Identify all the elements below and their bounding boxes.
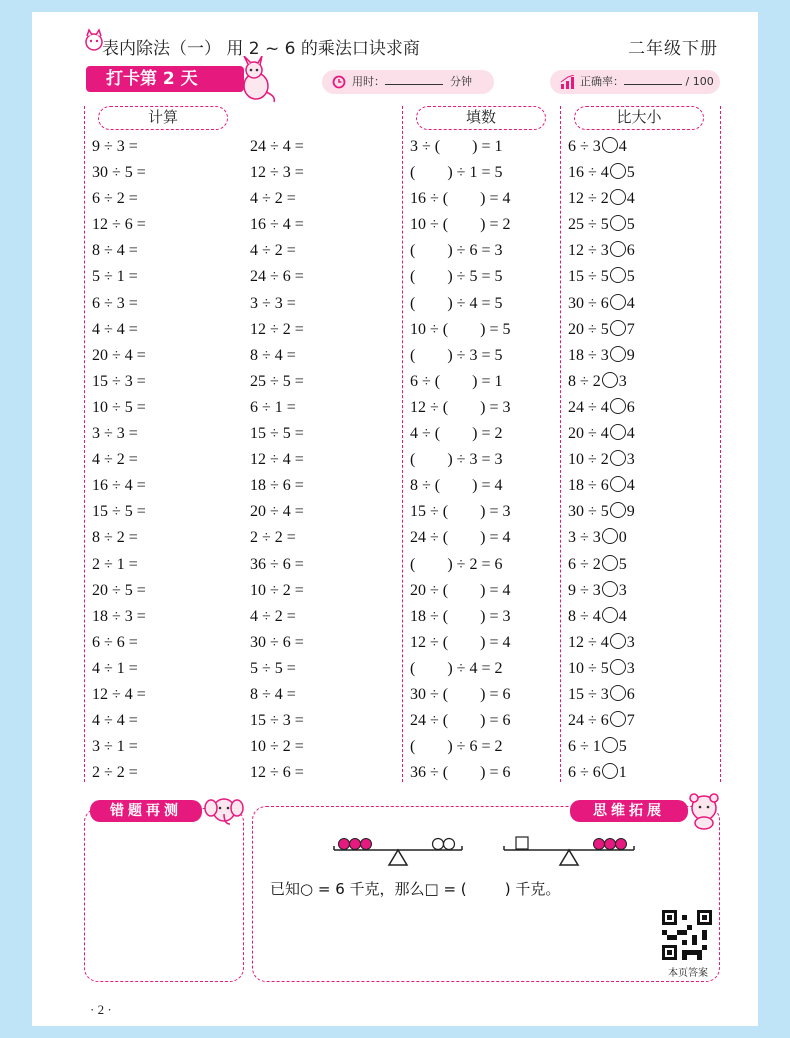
compare-problem (568, 499, 718, 525)
compare-right: 4 (626, 190, 635, 208)
column-divider (84, 106, 85, 782)
compare-circle-blank[interactable] (610, 476, 626, 492)
fill-blank-problem[interactable]: 10 ÷ ( ) = 2 (410, 216, 511, 234)
calc-problem[interactable]: 2 ÷ 2 = (250, 529, 296, 547)
calc-problem[interactable]: 6 ÷ 6 = (92, 633, 138, 651)
compare-circle-blank[interactable] (610, 267, 626, 283)
page-number: · 2 · (90, 1002, 112, 1017)
compare-left: 8 ÷ 4 (568, 607, 601, 625)
compare-left: 3 ÷ 3 (568, 529, 601, 547)
compare-right: 6 (626, 398, 635, 416)
compare-right: 5 (618, 555, 627, 573)
compare-problem (568, 708, 718, 734)
compare-circle-blank[interactable] (602, 137, 618, 153)
compare-problem (568, 604, 718, 630)
fill-blank-problem[interactable]: 24 ÷ ( ) = 4 (410, 529, 511, 547)
compare-problem (568, 525, 718, 551)
calc-problem[interactable]: 24 ÷ 4 = (250, 138, 304, 155)
compare-problem (568, 578, 718, 604)
compare-circle-blank[interactable] (610, 450, 626, 466)
compare-problem (568, 264, 718, 290)
calc-problem[interactable]: 20 ÷ 4 = (92, 346, 146, 364)
fill-blank-problem[interactable]: 16 ÷ ( ) = 4 (410, 190, 511, 208)
compare-left: 12 ÷ 3 (568, 242, 609, 260)
section-head-compare: 比大小 (574, 106, 704, 130)
fill-blank-problem[interactable]: 30 ÷ ( ) = 6 (410, 685, 511, 703)
compare-right: 4 (626, 477, 635, 495)
compare-left: 18 ÷ 3 (568, 346, 609, 364)
bear-mascot-icon (686, 790, 722, 830)
compare-left: 20 ÷ 5 (568, 320, 609, 338)
fill-blank-problem[interactable]: 36 ÷ ( ) = 6 (410, 764, 511, 782)
bar-chart-icon (560, 75, 576, 89)
calc-problem[interactable]: 4 ÷ 4 = (92, 320, 138, 338)
compare-right: 4 (618, 138, 627, 155)
calc-problem[interactable]: 5 ÷ 1 = (92, 268, 138, 286)
calc-column-1 (92, 134, 232, 786)
calc-problem[interactable]: 3 ÷ 1 = (92, 738, 138, 756)
compare-problem (568, 447, 718, 473)
fill-blank-problem[interactable]: 24 ÷ ( ) = 6 (410, 712, 511, 730)
compare-circle-blank[interactable] (610, 346, 626, 362)
calc-problem[interactable]: 20 ÷ 4 = (250, 503, 304, 521)
compare-left: 18 ÷ 6 (568, 477, 609, 495)
column-divider (402, 106, 403, 782)
fill-blank-problem[interactable]: 10 ÷ ( ) = 5 (410, 320, 511, 338)
calc-problem[interactable]: 2 ÷ 2 = (92, 764, 138, 782)
compare-circle-blank[interactable] (610, 189, 626, 205)
compare-circle-blank[interactable] (602, 372, 618, 388)
time-pill (322, 70, 494, 94)
compare-left: 8 ÷ 2 (568, 372, 601, 390)
compare-circle-blank[interactable] (610, 502, 626, 518)
compare-left: 15 ÷ 5 (568, 268, 609, 286)
compare-right: 7 (626, 712, 635, 730)
compare-left: 30 ÷ 6 (568, 294, 609, 312)
compare-left: 12 ÷ 4 (568, 633, 609, 651)
compare-problem (568, 552, 718, 578)
calc-problem[interactable]: 16 ÷ 4 = (250, 216, 304, 234)
compare-right: 5 (626, 216, 635, 234)
compare-problem (568, 369, 718, 395)
calc-problem[interactable]: 3 ÷ 3 = (92, 425, 138, 443)
accuracy-suffix: / 100 (685, 75, 714, 88)
calc-problem[interactable]: 8 ÷ 4 = (92, 242, 138, 260)
compare-problem (568, 760, 718, 786)
compare-circle-blank[interactable] (610, 241, 626, 257)
calc-problem[interactable]: 12 ÷ 2 = (250, 320, 304, 338)
compare-right: 3 (626, 633, 635, 651)
compare-circle-blank[interactable] (602, 528, 618, 544)
fill-blank-problem[interactable]: ( ) ÷ 2 = 6 (410, 555, 503, 573)
compare-circle-blank[interactable] (602, 607, 618, 623)
compare-right: 5 (618, 738, 627, 756)
compare-problem (568, 212, 718, 238)
calc-problem[interactable]: 16 ÷ 4 = (92, 477, 146, 495)
calc-problem[interactable]: 4 ÷ 2 = (250, 190, 296, 208)
compare-circle-blank[interactable] (610, 633, 626, 649)
calc-problem[interactable]: 3 ÷ 3 = (250, 294, 296, 312)
accuracy-pill (550, 70, 720, 94)
fill-blank-problem[interactable]: ( ) ÷ 6 = 2 (410, 738, 503, 756)
column-divider (720, 106, 721, 782)
compare-problem (568, 682, 718, 708)
calc-problem[interactable]: 8 ÷ 4 = (250, 346, 296, 364)
compare-right: 6 (626, 685, 635, 703)
compare-left: 9 ÷ 3 (568, 581, 601, 599)
compare-problem (568, 656, 718, 682)
fill-blank-problem[interactable]: 8 ÷ ( ) = 4 (410, 477, 503, 495)
fill-blank-problem[interactable]: ( ) ÷ 1 = 5 (410, 164, 503, 182)
compare-right: 6 (626, 242, 635, 260)
calc-problem[interactable]: 15 ÷ 3 = (92, 372, 146, 390)
kangaroo-mascot-icon (230, 56, 278, 104)
compare-circle-blank[interactable] (610, 163, 626, 179)
compare-left: 12 ÷ 2 (568, 190, 609, 208)
compare-left: 24 ÷ 4 (568, 398, 609, 416)
compare-right: 4 (618, 607, 627, 625)
fill-blank-problem[interactable]: ( ) ÷ 6 = 3 (410, 242, 503, 260)
compare-problem (568, 160, 718, 186)
compare-problem (568, 238, 718, 264)
compare-left: 25 ÷ 5 (568, 216, 609, 234)
compare-problem (568, 734, 718, 760)
calc-problem[interactable]: 8 ÷ 2 = (92, 529, 138, 547)
worksheet-page (32, 12, 758, 1026)
retest-panel[interactable] (84, 808, 244, 982)
compare-problem (568, 395, 718, 421)
time-blank[interactable] (385, 75, 443, 85)
compare-left: 15 ÷ 3 (568, 685, 609, 703)
calc-problem[interactable]: 6 ÷ 2 = (92, 190, 138, 208)
calc-problem[interactable]: 6 ÷ 3 = (92, 294, 138, 312)
calc-problem[interactable]: 25 ÷ 5 = (250, 372, 304, 390)
calc-problem[interactable]: 4 ÷ 2 = (250, 242, 296, 260)
calc-problem[interactable]: 4 ÷ 2 = (250, 607, 296, 625)
grade-label: 二年级下册 (628, 39, 718, 59)
compare-right: 4 (626, 294, 635, 312)
compare-circle-blank[interactable] (610, 320, 626, 336)
calc-problem[interactable]: 12 ÷ 4 = (250, 451, 304, 469)
compare-circle-blank[interactable] (610, 215, 626, 231)
qr-code-icon[interactable] (662, 910, 712, 960)
compare-left: 20 ÷ 4 (568, 425, 609, 443)
column-divider (560, 106, 561, 782)
compare-left: 6 ÷ 2 (568, 555, 601, 573)
compare-right: 5 (626, 268, 635, 286)
compare-left: 24 ÷ 6 (568, 712, 609, 730)
fill-blank-problem[interactable]: ( ) ÷ 4 = 2 (410, 659, 503, 677)
elephant-mascot-icon (204, 792, 244, 828)
compare-column (568, 134, 718, 786)
section-head-calc: 计算 (98, 106, 228, 130)
accuracy-blank[interactable] (624, 75, 682, 85)
calc-problem[interactable]: 18 ÷ 6 = (250, 477, 304, 495)
thinking-tab: 思维拓展 (570, 800, 688, 822)
calc-problem[interactable]: 10 ÷ 2 = (250, 581, 304, 599)
fill-blank-problem[interactable]: ( ) ÷ 3 = 5 (410, 346, 503, 364)
compare-circle-blank[interactable] (602, 581, 618, 597)
calc-problem[interactable]: 8 ÷ 4 = (250, 685, 296, 703)
compare-circle-blank[interactable] (610, 424, 626, 440)
balance-scale-1-icon (332, 834, 464, 876)
compare-right: 7 (626, 320, 635, 338)
calc-problem[interactable]: 5 ÷ 5 = (250, 659, 296, 677)
calc-problem[interactable]: 9 ÷ 3 = (92, 138, 138, 155)
fill-blank-problem[interactable]: ( ) ÷ 4 = 5 (410, 294, 503, 312)
compare-circle-blank[interactable] (610, 659, 626, 675)
compare-circle-blank[interactable] (610, 685, 626, 701)
compare-circle-blank[interactable] (610, 398, 626, 414)
calc-column-2 (250, 134, 390, 786)
compare-left: 10 ÷ 5 (568, 659, 609, 677)
compare-circle-blank[interactable] (602, 555, 618, 571)
accuracy-label: 正确率： (580, 75, 624, 88)
calc-problem[interactable]: 12 ÷ 3 = (250, 164, 304, 182)
retest-tab: 错题再测 (90, 800, 202, 822)
compare-problem (568, 317, 718, 343)
compare-right: 9 (626, 346, 635, 364)
calc-problem[interactable]: 15 ÷ 5 = (250, 425, 304, 443)
fill-blank-problem[interactable]: 4 ÷ ( ) = 2 (410, 425, 503, 443)
section-head-fill: 填数 (416, 106, 546, 130)
compare-problem (568, 186, 718, 212)
calc-problem[interactable]: 30 ÷ 6 = (250, 633, 304, 651)
compare-problem (568, 630, 718, 656)
compare-right: 3 (626, 451, 635, 469)
compare-left: 10 ÷ 2 (568, 451, 609, 469)
calc-problem[interactable]: 10 ÷ 5 = (92, 398, 146, 416)
calc-problem[interactable]: 6 ÷ 1 = (250, 398, 296, 416)
compare-problem (568, 421, 718, 447)
balance-scale-2-icon (502, 834, 636, 876)
fill-blank-problem[interactable]: 20 ÷ ( ) = 4 (410, 581, 511, 599)
calc-problem[interactable]: 30 ÷ 5 = (92, 164, 146, 182)
compare-left: 6 ÷ 3 (568, 138, 601, 155)
page-title: 表内除法（一） 用 2 ~ 6 的乘法口诀求商 (102, 39, 420, 59)
calc-problem[interactable]: 4 ÷ 2 = (92, 451, 138, 469)
calc-problem[interactable]: 12 ÷ 6 = (250, 764, 304, 782)
compare-problem (568, 343, 718, 369)
fill-blank-problem[interactable]: 12 ÷ ( ) = 4 (410, 633, 511, 651)
compare-right: 0 (618, 529, 627, 547)
compare-left: 6 ÷ 6 (568, 764, 601, 782)
fill-blank-problem[interactable]: ( ) ÷ 5 = 5 (410, 268, 503, 286)
calc-problem[interactable]: 24 ÷ 6 = (250, 268, 304, 286)
fill-blank-problem[interactable]: 3 ÷ ( ) = 1 (410, 138, 503, 155)
calc-problem[interactable]: 36 ÷ 6 = (250, 555, 304, 573)
compare-problem (568, 291, 718, 317)
compare-problem (568, 473, 718, 499)
compare-problem (568, 134, 718, 160)
fill-column (410, 134, 560, 786)
compare-left: 30 ÷ 5 (568, 503, 609, 521)
compare-right: 4 (626, 425, 635, 443)
fill-blank-problem[interactable]: 6 ÷ ( ) = 1 (410, 372, 503, 390)
compare-circle-blank[interactable] (610, 294, 626, 310)
compare-left: 6 ÷ 1 (568, 738, 601, 756)
compare-circle-blank[interactable] (610, 711, 626, 727)
day-badge: 打卡第 2 天 (86, 66, 244, 92)
calc-problem[interactable]: 15 ÷ 3 = (250, 712, 304, 730)
qr-label: 本页答案 (668, 968, 708, 979)
compare-right: 3 (626, 659, 635, 677)
compare-right: 9 (626, 503, 635, 521)
time-unit: 分钟 (450, 75, 472, 88)
fill-blank-problem[interactable]: 12 ÷ ( ) = 3 (410, 398, 511, 416)
compare-right: 5 (626, 164, 635, 182)
fill-blank-problem[interactable]: ( ) ÷ 3 = 3 (410, 451, 503, 469)
fill-blank-problem[interactable]: 15 ÷ ( ) = 3 (410, 503, 511, 521)
compare-circle-blank[interactable] (602, 763, 618, 779)
calc-problem[interactable]: 10 ÷ 2 = (250, 738, 304, 756)
compare-right: 1 (618, 764, 627, 782)
calc-problem[interactable]: 18 ÷ 3 = (92, 607, 146, 625)
compare-left: 16 ÷ 4 (568, 164, 609, 182)
calc-problem[interactable]: 12 ÷ 4 = (92, 685, 146, 703)
compare-right: 3 (618, 581, 627, 599)
calc-problem[interactable]: 4 ÷ 4 = (92, 712, 138, 730)
calc-problem[interactable]: 2 ÷ 1 = (92, 555, 138, 573)
calc-problem[interactable]: 4 ÷ 1 = (92, 659, 138, 677)
time-label: 用时： (352, 75, 385, 88)
balance-question[interactable]: 已知○ = 6 千克，那么□ = ( ) 千克。 (270, 880, 561, 898)
calc-problem[interactable]: 15 ÷ 5 = (92, 503, 146, 521)
compare-circle-blank[interactable] (602, 737, 618, 753)
compare-right: 3 (618, 372, 627, 390)
fill-blank-problem[interactable]: 18 ÷ ( ) = 3 (410, 607, 511, 625)
calc-problem[interactable]: 12 ÷ 6 = (92, 216, 146, 234)
clock-icon (332, 75, 346, 89)
calc-problem[interactable]: 20 ÷ 5 = (92, 581, 146, 599)
